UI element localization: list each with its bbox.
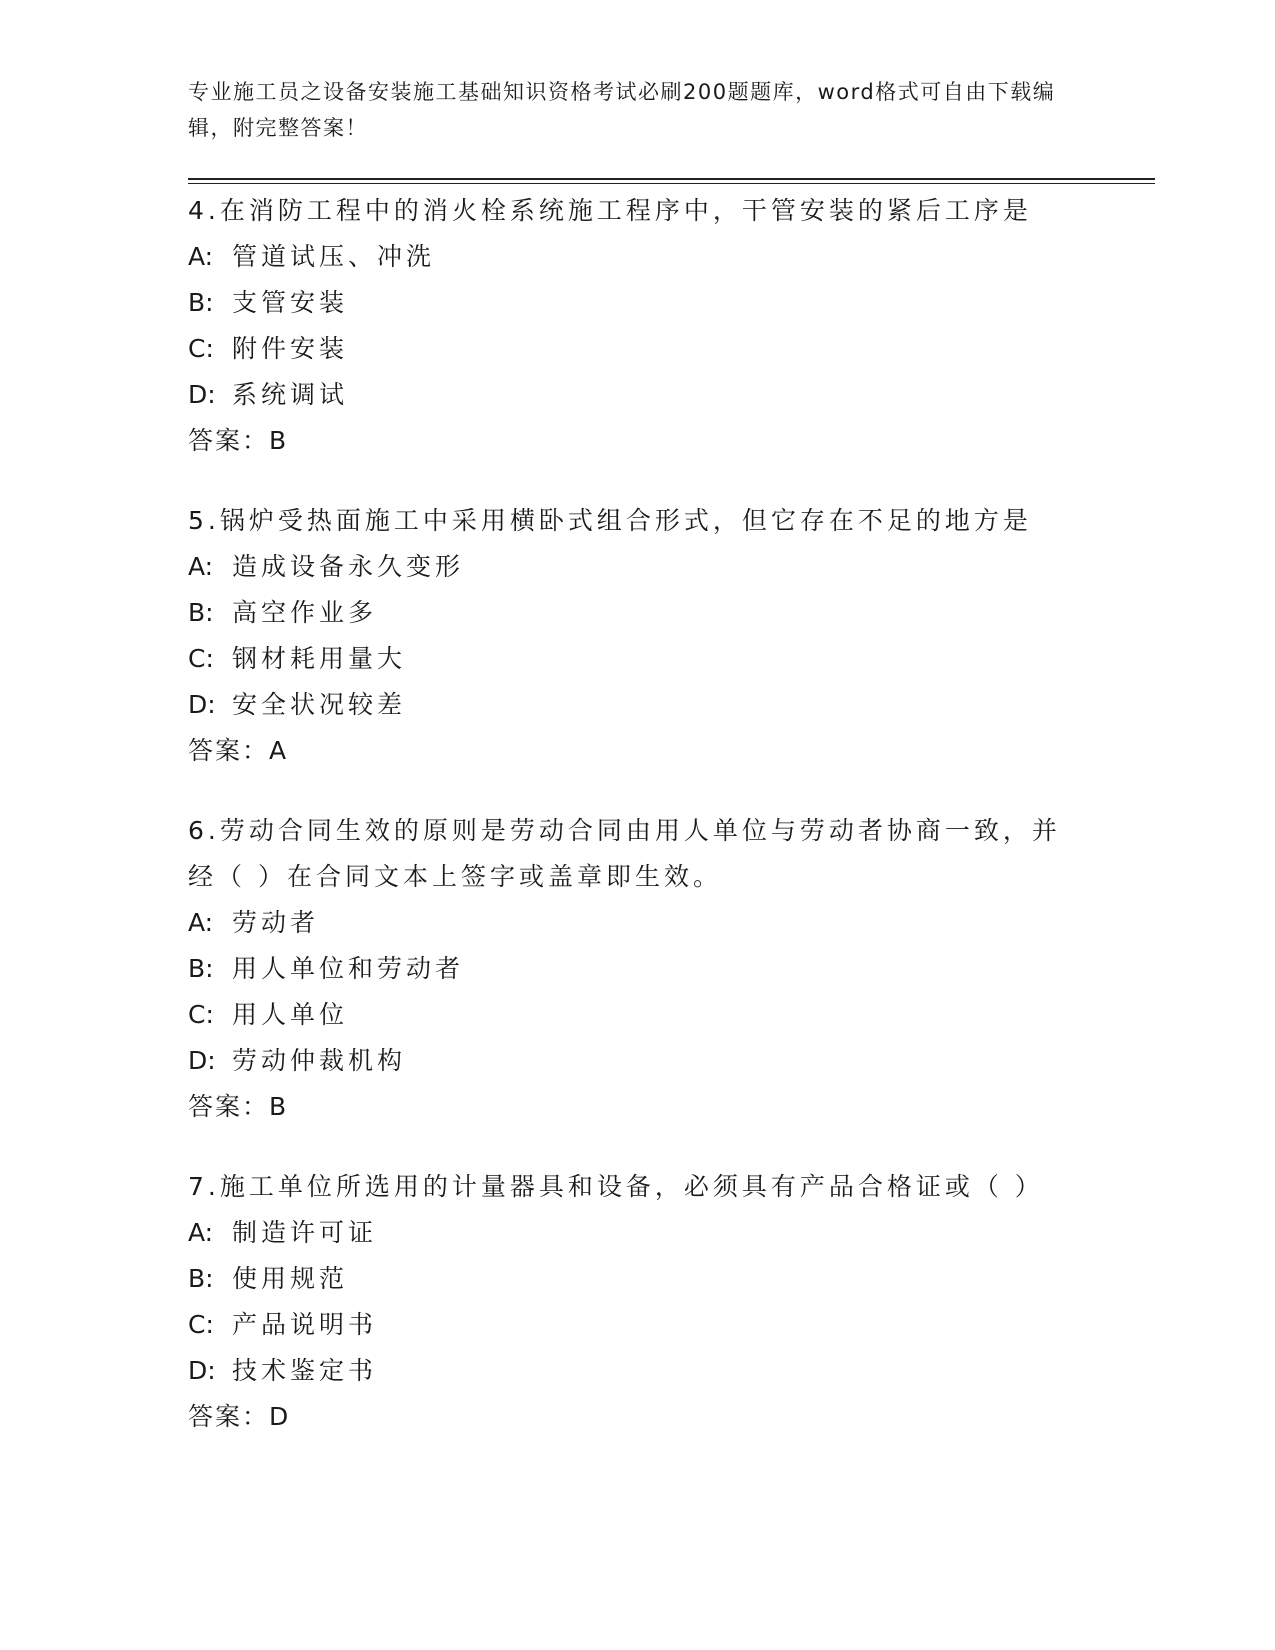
option-letter: D: bbox=[188, 1356, 216, 1385]
question-stem: 4.在消防工程中的消火栓系统施工程序中，干管安装的紧后工序是 bbox=[188, 196, 1032, 225]
question-6 bbox=[188, 808, 1088, 1130]
option-b bbox=[188, 946, 1088, 992]
option-letter: B: bbox=[188, 288, 214, 317]
answer-line: 答案：D bbox=[188, 1402, 291, 1431]
option-c bbox=[188, 1302, 1088, 1348]
option-text: 系统调试 bbox=[232, 380, 349, 409]
option-b bbox=[188, 590, 1088, 636]
option-text: 劳动仲裁机构 bbox=[232, 1046, 407, 1075]
header-divider-thick bbox=[188, 178, 1155, 180]
option-letter: A: bbox=[188, 552, 214, 581]
question-list bbox=[188, 188, 1088, 1474]
option-text: 管道试压、冲洗 bbox=[232, 242, 436, 271]
option-letter: D: bbox=[188, 380, 216, 409]
option-letter: C: bbox=[188, 334, 214, 363]
option-text: 劳动者 bbox=[232, 908, 320, 937]
option-text: 造成设备永久变形 bbox=[232, 552, 465, 581]
option-letter: D: bbox=[188, 690, 216, 719]
question-4 bbox=[188, 188, 1088, 464]
option-a bbox=[188, 900, 1088, 946]
option-d bbox=[188, 372, 1088, 418]
option-text: 制造许可证 bbox=[232, 1218, 378, 1247]
option-letter: C: bbox=[188, 1000, 214, 1029]
answer-line: 答案：A bbox=[188, 736, 289, 765]
option-text: 用人单位和劳动者 bbox=[232, 954, 465, 983]
option-letter: C: bbox=[188, 644, 214, 673]
option-letter: A: bbox=[188, 908, 214, 937]
option-letter: D: bbox=[188, 1046, 216, 1075]
answer-line: 答案：B bbox=[188, 426, 289, 455]
option-text: 支管安装 bbox=[232, 288, 349, 317]
option-letter: B: bbox=[188, 1264, 214, 1293]
question-7 bbox=[188, 1164, 1088, 1440]
option-letter: C: bbox=[188, 1310, 214, 1339]
option-a bbox=[188, 1210, 1088, 1256]
option-c bbox=[188, 992, 1088, 1038]
option-text: 产品说明书 bbox=[232, 1310, 378, 1339]
option-d bbox=[188, 1348, 1088, 1394]
option-text: 安全状况较差 bbox=[232, 690, 407, 719]
question-stem: 5.锅炉受热面施工中采用横卧式组合形式，但它存在不足的地方是 bbox=[188, 506, 1032, 535]
question-stem: 6.劳动合同生效的原则是劳动合同由用人单位与劳动者协商一致，并经（ ）在合同文本上签字或盖章即生效。 bbox=[188, 816, 1061, 891]
option-a bbox=[188, 544, 1088, 590]
option-text: 技术鉴定书 bbox=[232, 1356, 378, 1385]
option-text: 钢材耗用量大 bbox=[232, 644, 407, 673]
option-letter: B: bbox=[188, 954, 214, 983]
option-letter: A: bbox=[188, 242, 214, 271]
document-header: 专业施工员之设备安装施工基础知识资格考试必刷200题题库，word格式可自由下载编辑，附完整答案！ bbox=[188, 80, 1056, 140]
option-b bbox=[188, 280, 1088, 326]
option-text: 使用规范 bbox=[232, 1264, 349, 1293]
option-b bbox=[188, 1256, 1088, 1302]
option-c bbox=[188, 326, 1088, 372]
option-c bbox=[188, 636, 1088, 682]
option-letter: B: bbox=[188, 598, 214, 627]
header-divider-thin bbox=[188, 183, 1155, 184]
option-d bbox=[188, 1038, 1088, 1084]
option-text: 用人单位 bbox=[232, 1000, 349, 1029]
option-text: 高空作业多 bbox=[232, 598, 378, 627]
answer-line: 答案：B bbox=[188, 1092, 289, 1121]
question-stem: 7.施工单位所选用的计量器具和设备，必须具有产品合格证或（ ） bbox=[188, 1172, 1044, 1201]
option-a bbox=[188, 234, 1088, 280]
question-5 bbox=[188, 498, 1088, 774]
option-text: 附件安装 bbox=[232, 334, 349, 363]
option-d bbox=[188, 682, 1088, 728]
option-letter: A: bbox=[188, 1218, 214, 1247]
